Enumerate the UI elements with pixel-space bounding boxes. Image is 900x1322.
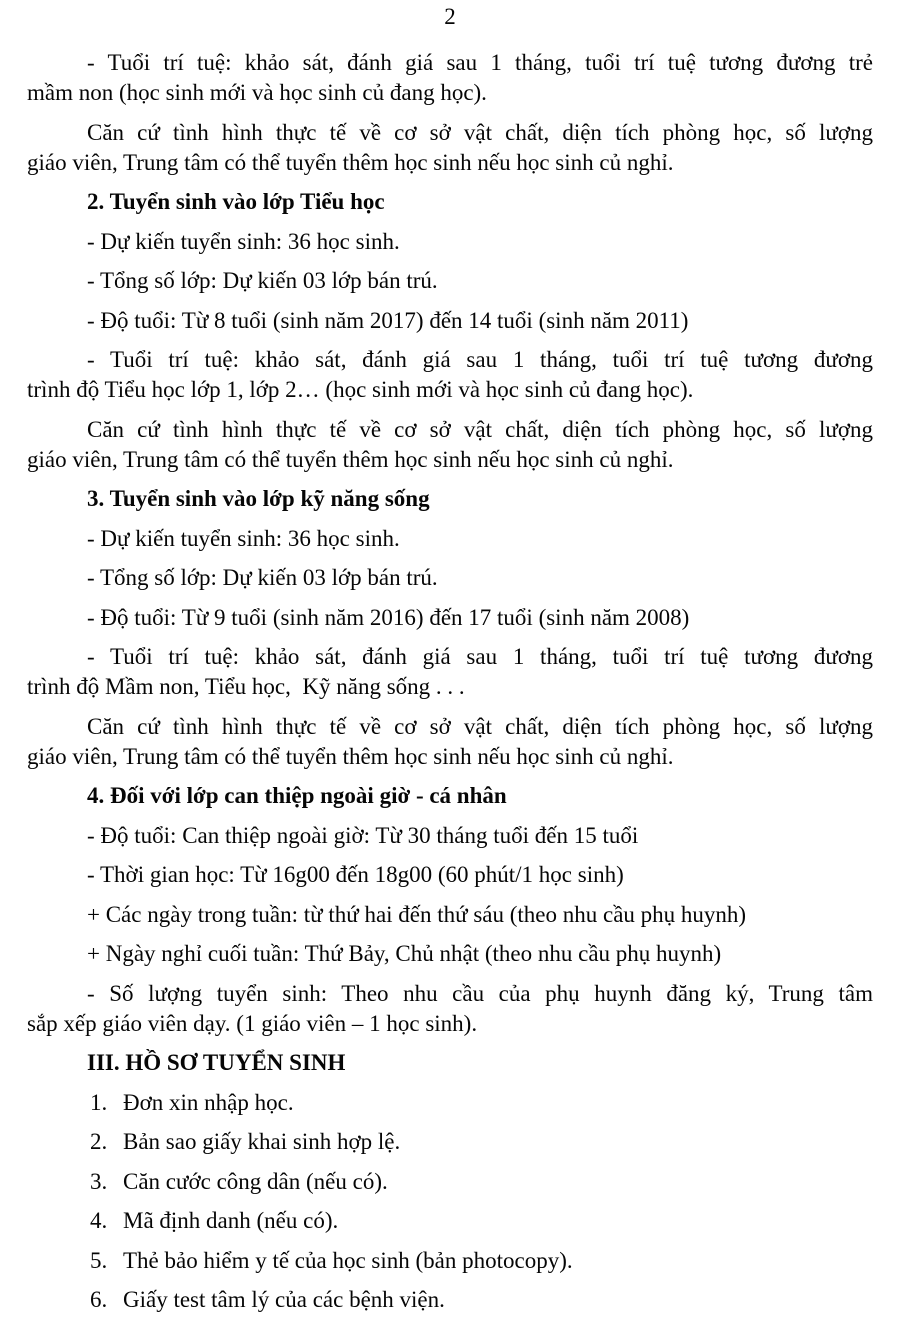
list-text: Bản sao giấy khai sinh hợp lệ.	[123, 1129, 401, 1154]
text-line: mầm non (học sinh mới và học sinh củ đang học).	[27, 80, 487, 105]
text-line: giáo viên, Trung tâm có thể tuyển thêm học sinh nếu học sinh củ nghỉ.	[27, 149, 674, 175]
list-text: Căn cước công dân (nếu có).	[123, 1168, 388, 1194]
text-line: + Các ngày trong tuần: từ thứ hai đến thứ sáu (theo nhu cầu phụ huynh)	[87, 901, 747, 927]
list-item	[27, 1206, 873, 1236]
list-item	[27, 1246, 873, 1276]
text-line: Căn cứ tình hình thực tế về cơ sở vật chất, diện tích phòng học, số lượng	[87, 713, 873, 739]
text-line: trình độ Tiểu học lớp 1, lớp 2… (học sinh mới và học sinh củ đang học).	[27, 377, 694, 402]
paragraph	[27, 900, 873, 930]
paragraph	[27, 939, 873, 969]
text-line: - Tuổi trí tuệ: khảo sát, đánh giá sau 1 tháng, tuổi trí tuệ tương đương	[87, 347, 873, 372]
text-line: - Tổng số lớp: Dự kiến 03 lớp bán trú.	[87, 268, 438, 293]
text-line: - Độ tuổi: Từ 9 tuổi (sinh năm 2016) đến 17 tuổi (sinh năm 2008)	[87, 604, 690, 630]
text-line: - Tuổi trí tuệ: khảo sát, đánh giá sau 1 tháng, tuổi trí tuệ tương đương trẻ	[87, 50, 873, 75]
paragraph	[27, 603, 873, 633]
paragraph	[27, 860, 873, 890]
text-line: - Tổng số lớp: Dự kiến 03 lớp bán trú.	[87, 565, 438, 590]
text-line: - Dự kiến tuyển sinh: 36 học sinh.	[87, 228, 400, 254]
text-line: giáo viên, Trung tâm có thể tuyển thêm học sinh nếu học sinh củ nghỉ.	[27, 446, 674, 472]
text-line: sắp xếp giáo viên dạy. (1 giáo viên – 1 học sinh).	[27, 1010, 478, 1036]
text-line: - Độ tuổi: Can thiệp ngoài giờ: Từ 30 tháng tuổi đến 15 tuổi	[87, 822, 639, 848]
list-item	[27, 1167, 873, 1197]
list-text: Mã định danh (nếu có).	[123, 1208, 339, 1233]
list-item	[27, 1088, 873, 1118]
section-heading: 2. Tuyển sinh vào lớp Tiểu học	[87, 189, 385, 214]
list-text: Thẻ bảo hiểm y tế của học sinh (bản photocopy).	[123, 1247, 573, 1273]
text-line: Căn cứ tình hình thực tế về cơ sở vật chất, diện tích phòng học, số lượng	[87, 119, 873, 145]
page-number: 2	[444, 4, 456, 29]
paragraph	[27, 306, 873, 336]
text-line: + Ngày nghỉ cuối tuần: Thứ Bảy, Chủ nhật (theo nhu cầu phụ huynh)	[87, 941, 722, 966]
paragraph	[27, 415, 873, 475]
text-line: Căn cứ tình hình thực tế về cơ sở vật chất, diện tích phòng học, số lượng	[87, 416, 873, 442]
section-heading: III. HỒ SƠ TUYỂN SINH	[87, 1050, 346, 1075]
paragraph	[27, 642, 873, 702]
list-item	[27, 1127, 873, 1157]
list-number: 3.	[90, 1168, 108, 1194]
list-number: 5.	[90, 1247, 108, 1273]
paragraph	[27, 979, 873, 1039]
paragraph	[27, 563, 873, 593]
paragraph	[27, 821, 873, 851]
text-line: - Tuổi trí tuệ: khảo sát, đánh giá sau 1 tháng, tuổi trí tuệ tương đương	[87, 644, 873, 669]
text-line: trình độ Mầm non, Tiểu học, Kỹ năng sống . . .	[27, 674, 465, 699]
text-line: - Độ tuổi: Từ 8 tuổi (sinh năm 2017) đến 14 tuổi (sinh năm 2011)	[87, 307, 689, 333]
paragraph	[27, 118, 873, 178]
section-heading: 3. Tuyển sinh vào lớp kỹ năng sống	[87, 486, 430, 511]
document-body	[27, 48, 873, 1315]
paragraph	[27, 345, 873, 405]
text-line: - Dự kiến tuyển sinh: 36 học sinh.	[87, 525, 400, 551]
list-text: Giấy test tâm lý của các bệnh viện.	[123, 1287, 445, 1312]
paragraph	[27, 48, 873, 108]
section-heading: 4. Đối với lớp can thiệp ngoài giờ - cá nhân	[87, 783, 507, 808]
paragraph	[27, 266, 873, 296]
text-line: giáo viên, Trung tâm có thể tuyển thêm học sinh nếu học sinh củ nghỉ.	[27, 743, 674, 769]
list-item	[27, 1285, 873, 1315]
text-line: - Số lượng tuyển sinh: Theo nhu cầu của phụ huynh đăng ký, Trung tâm	[87, 980, 873, 1006]
list-number: 2.	[90, 1129, 108, 1154]
text-line: - Thời gian học: Từ 16g00 đến 18g00 (60 phút/1 học sinh)	[87, 862, 624, 887]
list-number: 4.	[90, 1208, 108, 1233]
paragraph	[27, 524, 873, 554]
list-text: Đơn xin nhập học.	[123, 1089, 294, 1115]
paragraph	[27, 712, 873, 772]
paragraph	[27, 227, 873, 257]
list-number: 6.	[90, 1287, 108, 1312]
list-number: 1.	[90, 1089, 108, 1115]
